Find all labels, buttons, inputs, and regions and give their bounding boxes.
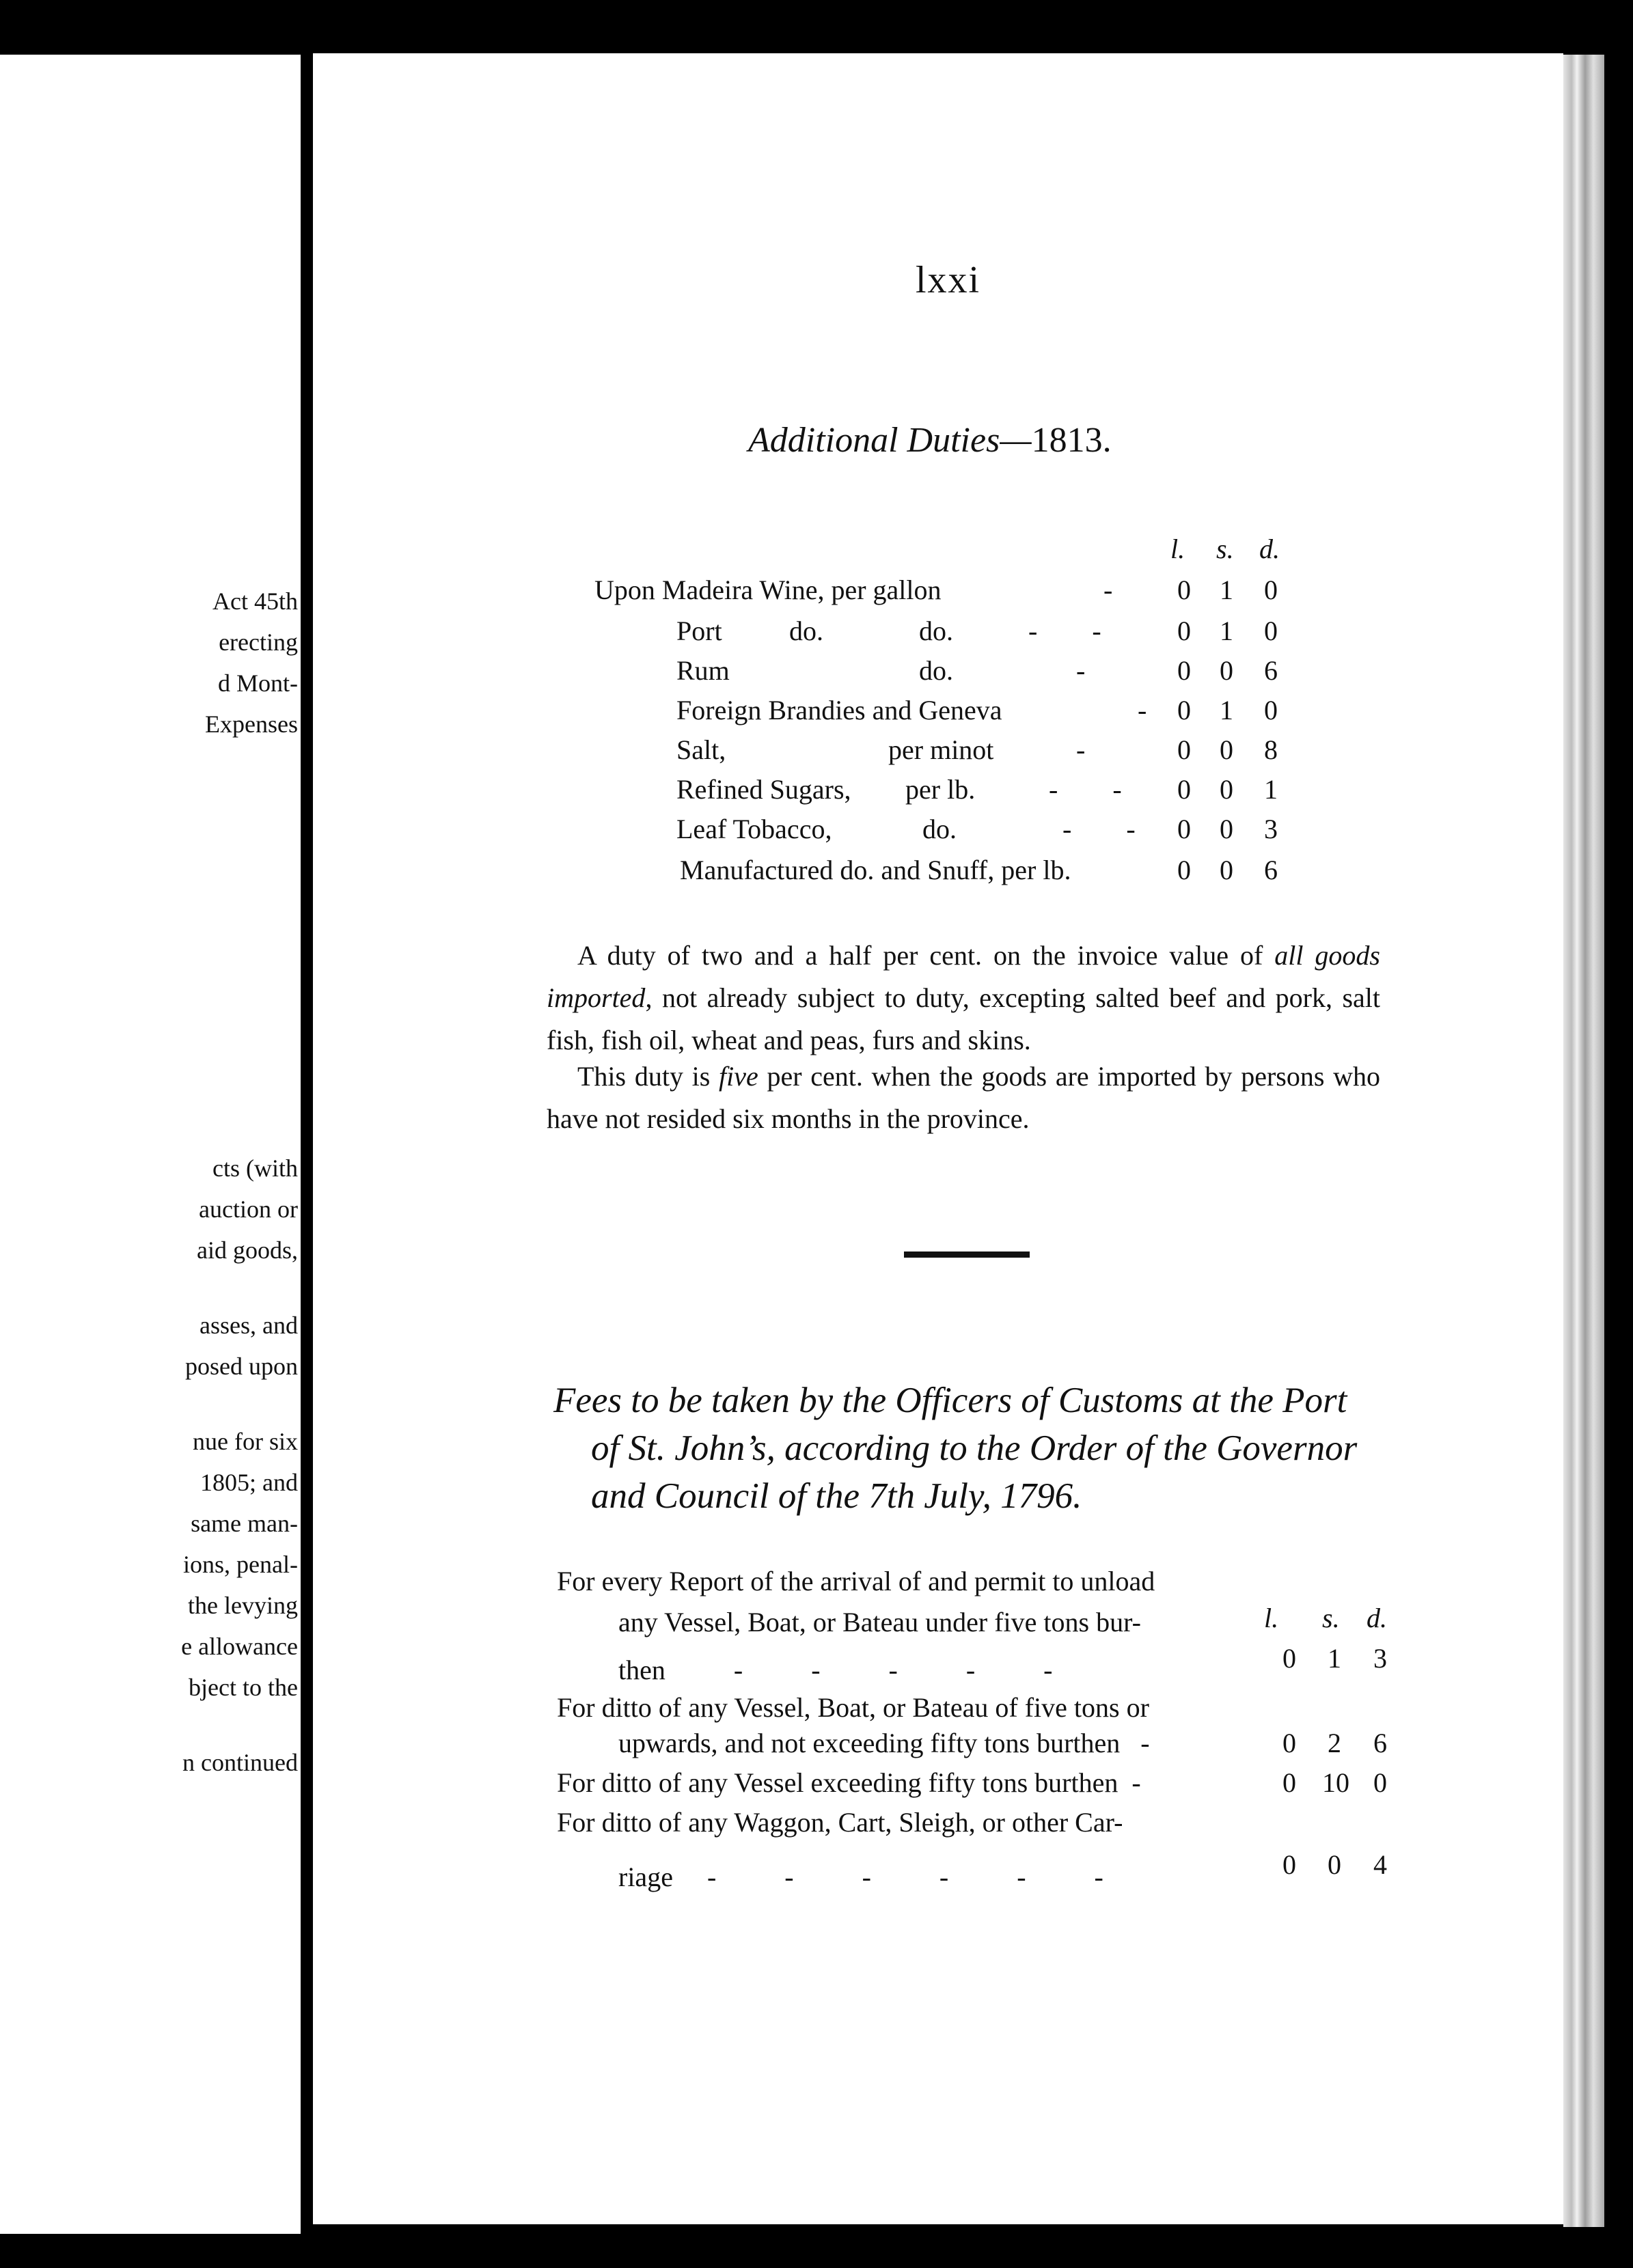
dash-leader: -	[1076, 655, 1086, 686]
value-pounds: 0	[1282, 1849, 1296, 1880]
duty-paragraph	[547, 1055, 1380, 1140]
left-page-text: same man-	[191, 1510, 298, 1537]
fee-line: For every Report of the arrival of and permit to unload	[557, 1566, 1155, 1596]
unit-header-shillings: s.	[1322, 1603, 1340, 1633]
value-pounds: 0	[1177, 575, 1191, 605]
value-pence: 3	[1264, 814, 1278, 844]
duty-row	[0, 770, 1633, 810]
value-shillings: 1	[1220, 616, 1233, 646]
value-shillings: 1	[1220, 695, 1233, 725]
dash-leader: - -	[1062, 814, 1136, 844]
value-shillings: 1	[1220, 575, 1233, 605]
section-divider	[904, 1251, 1030, 1258]
left-page-text: the levying	[188, 1592, 298, 1619]
fee-line: For ditto of any Waggon, Cart, Sleigh, or other Car-	[557, 1807, 1123, 1838]
value-pence: 3	[1373, 1643, 1387, 1674]
value-pounds: 0	[1177, 774, 1191, 805]
left-page-text: d Mont-	[218, 669, 298, 697]
unit-header-pence: d.	[1259, 534, 1280, 564]
paragraph-text: A duty of two and a half per cent. on the invoice value of	[577, 940, 1275, 971]
value-pounds: 0	[1177, 855, 1191, 885]
fee-line: For ditto of any Vessel, Boat, or Bateau of five tons or	[557, 1692, 1149, 1723]
duty-row	[0, 850, 1633, 890]
fee-line: then - - - - -	[618, 1655, 1053, 1685]
left-page-text: Expenses	[205, 710, 298, 738]
fees-title-line: of St. John’s, according to the Order of the Governor	[591, 1428, 1358, 1468]
duty-item-do: do.	[919, 616, 953, 646]
left-page-text: auction or	[199, 1195, 298, 1223]
fee-line: riage - - - - - -	[618, 1862, 1103, 1892]
duty-item-do: do.	[919, 655, 953, 686]
fee-line: upwards, and not exceeding fifty tons burthen -	[618, 1728, 1150, 1758]
duty-item: Salt,	[676, 734, 726, 765]
paragraph-text: per cent. when the goods are imported by persons who have not resided six months in the province.	[547, 1061, 1381, 1134]
fee-line: any Vessel, Boat, or Bateau under five tons bur-	[618, 1607, 1141, 1637]
duty-row	[0, 730, 1633, 770]
unit-header-pence: d.	[1367, 1603, 1387, 1633]
value-shillings: 10	[1322, 1767, 1349, 1798]
value-shillings: 0	[1220, 814, 1233, 844]
dash-leader: -	[1138, 695, 1147, 725]
duty-item: Port	[676, 616, 722, 646]
dash-leader: - -	[1049, 774, 1122, 805]
left-page-text: 1805; and	[200, 1469, 298, 1496]
value-shillings: 0	[1220, 855, 1233, 885]
duty-row	[0, 651, 1633, 691]
dash-leader: -	[1076, 734, 1086, 765]
book-gutter	[301, 65, 313, 2224]
value-shillings: 0	[1220, 774, 1233, 805]
left-page-text: asses, and	[200, 1312, 298, 1339]
left-page-text: posed upon	[185, 1353, 298, 1380]
duty-item: Upon Madeira Wine, per gallon	[594, 575, 942, 605]
section-title	[748, 420, 1112, 460]
value-pounds: 0	[1282, 1767, 1296, 1798]
duty-item-do: do.	[922, 814, 957, 844]
value-pence: 0	[1264, 695, 1278, 725]
dash-leader: -	[1103, 575, 1113, 605]
page-edge	[1563, 55, 1604, 2227]
unit-header-pounds: l.	[1170, 534, 1185, 564]
left-page-text: e allowance	[181, 1633, 298, 1660]
paragraph-text: , not already subject to duty, excepting salted beef and pork, salt fish, fish oil, wheat and peas, furs and skins.	[547, 982, 1380, 1055]
left-page-text: nue for six	[193, 1428, 298, 1455]
value-pence: 8	[1264, 734, 1278, 765]
value-pence: 4	[1373, 1849, 1387, 1880]
left-page-text: ions, penal-	[183, 1551, 298, 1578]
section-title-year: 1813.	[1031, 421, 1112, 460]
left-page-text: n continued	[182, 1749, 298, 1776]
left-page-text: bject to the	[189, 1674, 298, 1701]
duty-row	[0, 691, 1633, 730]
value-shillings: 0	[1328, 1849, 1341, 1880]
fees-title	[553, 1377, 1394, 1520]
paragraph-text: This duty is	[577, 1061, 719, 1092]
value-pounds: 0	[1282, 1728, 1296, 1758]
left-page-text: aid goods,	[197, 1236, 298, 1264]
value-pounds: 0	[1177, 734, 1191, 765]
fees-title-line: and Council of the 7th July, 1796.	[591, 1476, 1082, 1516]
fees-title-line: Fees to be taken by the Officers of Customs at the Port	[553, 1381, 1347, 1420]
value-pence: 0	[1264, 575, 1278, 605]
duty-row	[0, 611, 1633, 651]
duty-item: Manufactured do. and Snuff, per lb.	[680, 855, 1071, 885]
value-pence: 1	[1264, 774, 1278, 805]
value-pence: 6	[1264, 855, 1278, 885]
value-pence: 6	[1373, 1728, 1387, 1758]
duty-row	[0, 570, 1633, 610]
duty-item: Foreign Brandies and Geneva	[676, 695, 1002, 725]
fee-line: For ditto of any Vessel exceeding fifty tons burthen -	[557, 1767, 1141, 1798]
section-title-text: Additional Duties—	[748, 421, 1032, 460]
duty-item-do: do.	[789, 616, 823, 646]
unit-header-shillings: s.	[1216, 534, 1234, 564]
left-page-text: cts (with	[212, 1154, 298, 1182]
duty-item-unit: per minot	[888, 734, 994, 765]
value-pounds: 0	[1177, 616, 1191, 646]
left-page-text: erecting	[219, 628, 298, 656]
value-pence: 6	[1264, 655, 1278, 686]
duty-item: Refined Sugars,	[676, 774, 851, 805]
left-page	[0, 55, 301, 2234]
value-pence: 0	[1264, 616, 1278, 646]
paragraph-emphasis: all goods imported	[547, 940, 1381, 1013]
left-page-text: Act 45th	[212, 587, 298, 615]
value-shillings: 1	[1328, 1643, 1341, 1674]
unit-header-pounds: l.	[1264, 1603, 1279, 1633]
value-shillings: 2	[1328, 1728, 1341, 1758]
paragraph-emphasis: five	[719, 1061, 758, 1092]
value-pounds: 0	[1177, 814, 1191, 844]
value-pounds: 0	[1282, 1643, 1296, 1674]
duty-row	[0, 810, 1633, 849]
duty-item: Leaf Tobacco,	[676, 814, 832, 844]
value-pounds: 0	[1177, 695, 1191, 725]
value-pence: 0	[1373, 1767, 1387, 1798]
duty-item-unit: per lb.	[905, 774, 976, 805]
value-shillings: 0	[1220, 655, 1233, 686]
value-shillings: 0	[1220, 734, 1233, 765]
page-number: lxxi	[916, 259, 981, 301]
dash-leader: - -	[1028, 616, 1101, 646]
duty-paragraph	[547, 935, 1380, 1062]
value-pounds: 0	[1177, 655, 1191, 686]
duty-item: Rum	[676, 655, 730, 686]
